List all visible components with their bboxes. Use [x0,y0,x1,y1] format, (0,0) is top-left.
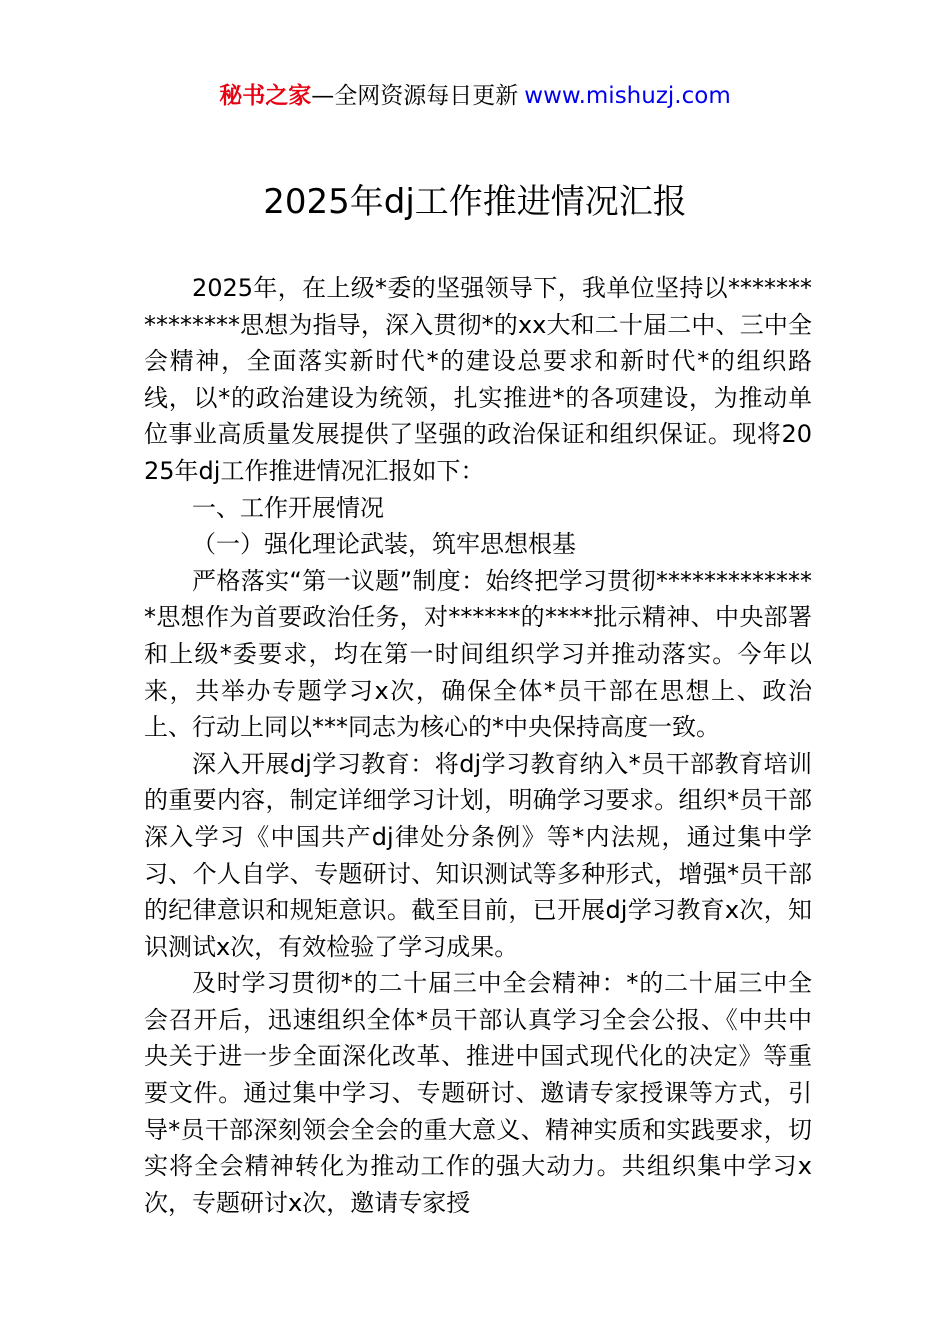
paragraph-first-topic-system: 严格落实“第一议题”制度：始终把学习贯彻**************思想作为首要政治任务，对******的****批示精神、中央部署和上级*委要求，均在第一时间组织学习并推动落实。今年以来，共举办专题学习x次，确保全体*员干部在思想上、政治上、行动上同以***同志为核心的*中央保持高度一致。 [144,566,812,742]
site-url-link[interactable]: www.mishuzj.com [524,83,731,109]
paragraph-plenum-study: 及时学习贯彻*的二十届三中全会精神：*的二十届三中全会召开后，迅速组织全体*员干部认真学习全会公报、《中共中央关于进一步全面深化改革、推进中国式现代化的决定》等重要文件。通过集中学习、专题研讨、邀请专家授课等方式，引导*员干部深刻领会全会的重大意义、精神实质和实践要求，切实将全会精神转化为推动工作的强大动力。共组织集中学习x次，专题研讨x次，邀请专家授 [144,969,812,1217]
document-title: 2025年dj工作推进情况汇报 [263,182,687,222]
subsection-heading: （一）强化理论武装，筑牢思想根基 [192,530,576,559]
site-brand: 秘书之家 [219,83,312,109]
section-heading: 一、工作开展情况 [192,493,384,522]
site-header [0,80,950,112]
paragraph-dj-education: 深入开展dj学习教育：将dj学习教育纳入*员干部教育培训的重要内容，制定详细学习计划，明确学习要求。组织*员干部深入学习《中国共产dj律处分条例》等*内法规，通过集中学习、个人自学、专题研讨、知识测试等多种形式，增强*员干部的纪律意识和规矩意识。截至目前，已开展dj学习教育x次，知识测试x次，有效检验了学习成果。 [144,749,812,961]
paragraph-intro: 2025年，在上级*委的坚强领导下，我单位坚持以***************思想为指导，深入贯彻*的xx大和二十届二中、三中全会精神，全面落实新时代*的建设总要求和新时代*的组织路线，以*的政治建设为统领，扎实推进*的各项建设，为推动单位事业高质量发展提供了坚强的政治保证和组织保证。现将2025年dj工作推进情况汇报如下： [144,274,812,485]
document-body [144,270,812,1221]
site-tagline: —全网资源每日更新 [311,83,519,109]
